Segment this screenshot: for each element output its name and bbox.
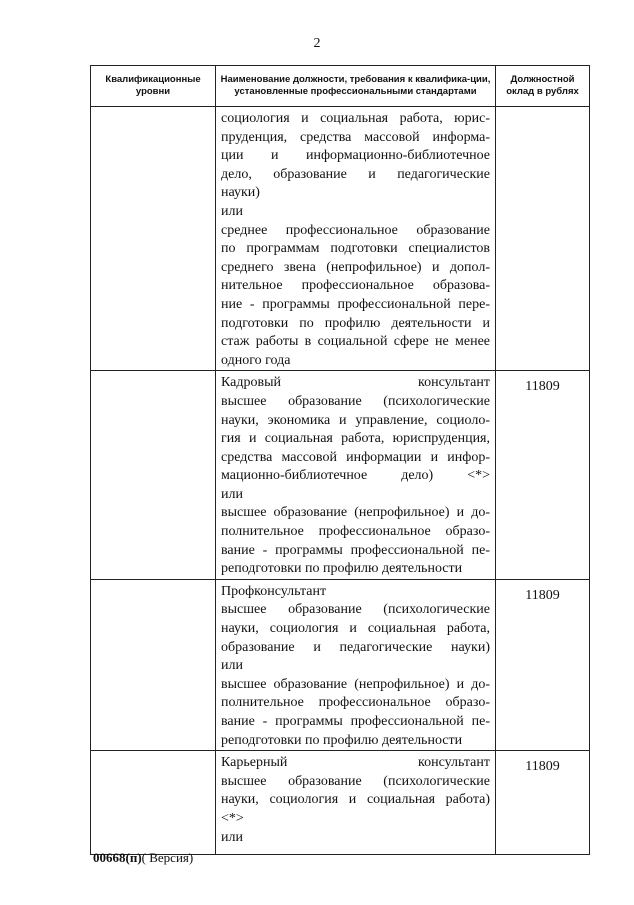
requirement-line: одного года (221, 352, 291, 368)
requirement-line: или (221, 829, 243, 845)
requirement-line: науки, экономика и управление, социоло- (221, 412, 490, 428)
cell-salary: 11809 (496, 371, 590, 580)
requirement-line: полнительное профессиональное образо- (221, 524, 490, 540)
requirement-line: среднего звена (непрофильное) и допол- (221, 259, 490, 275)
requirement-line: <*> (221, 810, 244, 826)
header-position-requirements: Наименование должности, требования к квалифика-ции, установленные профессиональными стандартами (216, 66, 496, 107)
page-number: 2 (313, 36, 321, 51)
cell-salary: 11809 (496, 579, 590, 750)
version-note: ( Версия) (141, 850, 194, 865)
table-row (91, 107, 590, 371)
cell-qualification-level (91, 371, 216, 580)
requirement-line: ции и информационно-библиотечное (221, 148, 490, 164)
requirement-line: среднее профессиональное образование (221, 222, 490, 238)
requirement-line: образование и педагогические науки) (221, 639, 490, 655)
requirement-line: науки, социология и социальная работа, (221, 621, 490, 637)
table-row (91, 579, 590, 750)
requirement-line: или (221, 486, 243, 502)
requirement-line: полнительное профессиональное образо- (221, 695, 490, 711)
cell-position-requirements (216, 107, 496, 371)
requirement-line: науки, социология и социальная работа) (221, 792, 490, 808)
requirement-line: средства массовой информации и инфор- (221, 449, 490, 465)
requirement-line: нительное профессиональное образова- (221, 278, 490, 294)
requirement-line: высшее образование (непрофильное) и до- (221, 505, 490, 521)
requirement-line: гия и социальная работа, юриспруденция, (221, 431, 490, 447)
requirement-line: высшее образование (психологические (221, 602, 490, 618)
requirement-line: Карьерный консультант (221, 755, 490, 771)
requirement-line: по программам подготовки специалистов (221, 241, 490, 257)
requirement-line: или (221, 203, 243, 219)
requirement-line: стаж работы в социальной сфере не менее (221, 334, 490, 350)
requirement-line: или (221, 658, 243, 674)
requirement-line: реподготовки по профилю деятельности (221, 732, 463, 748)
requirement-line: высшее образование (психологические (221, 773, 490, 789)
table-row (91, 371, 590, 580)
cell-position-requirements (216, 579, 496, 750)
requirement-line: мационно-библиотечное дело) <*> (221, 468, 490, 484)
requirement-line: подготовки по профилю деятельности и (221, 315, 490, 331)
requirement-line: пруденция, средства массовой информа- (221, 129, 490, 145)
qualification-table (90, 65, 590, 855)
requirement-line: социология и социальная работа, юрис- (221, 111, 490, 126)
header-salary: Должностной оклад в рублях (496, 66, 590, 107)
cell-position-requirements (216, 751, 496, 855)
requirement-line: высшее образование (непрофильное) и до- (221, 676, 490, 692)
requirement-line: вание - программы профессиональной пе- (221, 542, 490, 558)
header-qualification-levels: Квалификационные уровни (91, 66, 216, 107)
cell-qualification-level (91, 107, 216, 371)
cell-position-requirements (216, 371, 496, 580)
requirement-line: науки) (221, 185, 260, 201)
requirement-line: Кадровый консультант (221, 375, 490, 391)
document-footer (93, 850, 193, 866)
cell-qualification-level (91, 579, 216, 750)
cell-salary: 11809 (496, 751, 590, 855)
document-code: 00668(п) (93, 850, 142, 865)
requirement-line: высшее образование (психологические (221, 393, 490, 409)
requirement-line: вание - программы профессиональной пе- (221, 714, 490, 729)
cell-salary (496, 107, 590, 371)
requirement-line: реподготовки по профилю деятельности (221, 561, 463, 577)
requirement-line: Профконсультант (221, 583, 327, 599)
requirement-line: ние - программы профессиональной пере- (221, 296, 490, 312)
requirement-line: дело, образование и педагогические (221, 166, 490, 182)
table-row (91, 751, 590, 855)
cell-qualification-level (91, 751, 216, 855)
table-header-row (91, 66, 590, 107)
